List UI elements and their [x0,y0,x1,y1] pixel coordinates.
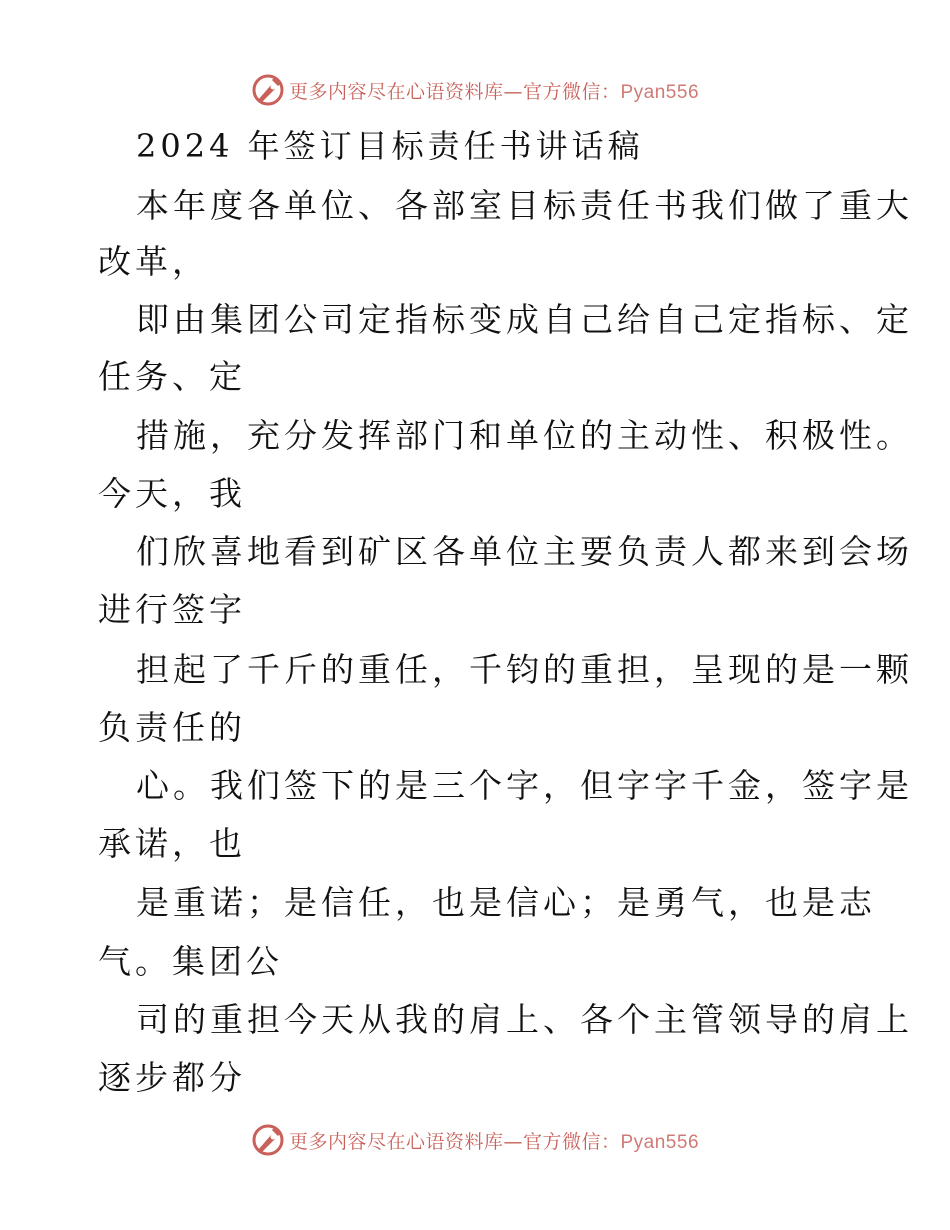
watermark-id: Pyan556 [620,1131,700,1153]
text-line: 任务、定 [98,357,246,396]
text-line: 本年度各单位、各部室目标责任书我们做了重大 [136,186,913,225]
text-line: 担起了千斤的重任，千钧的重担，呈现的是一颗 [136,650,913,689]
watermark-dash: — [503,80,523,103]
text-line: 司的重担今天从我的肩上、各个主管领导的肩上 [136,1000,913,1039]
watermark-brand: 更多内容尽在心语资料库 [288,1130,504,1153]
watermark-id: Pyan556 [620,81,700,103]
watermark-dash: — [503,1130,523,1153]
watermark-text [289,1127,699,1154]
text-line: 措施，充分发挥部门和单位的主动性、积极性。 [136,416,913,455]
text-line: 气。集团公 [98,942,283,981]
watermark-brand: 更多内容尽在心语资料库 [288,80,504,103]
pen-nib-logo-icon [251,1123,285,1157]
watermark-label: 官方微信： [522,1130,621,1153]
text-line: 负责任的 [98,708,246,747]
text-line: 是重诺；是信任，也是信心；是勇气，也是志 [136,883,876,922]
text-line: 逐步都分 [98,1058,246,1097]
watermark-label: 官方微信： [522,80,621,103]
watermark-footer [0,1120,950,1160]
text-line: 改革， [98,242,209,281]
text-line: 今天，我 [98,474,246,513]
text-line: 心。我们签下的是三个字，但字字千金，签字是 [136,766,913,805]
text-line: 承诺，也 [98,824,246,863]
text-line: 进行签字 [98,590,246,629]
text-line: 即由集团公司定指标变成自己给自己定指标、定 [136,300,913,339]
text-line: 们欣喜地看到矿区各单位主要负责人都来到会场 [136,532,913,571]
page-title: 2024 年签订目标责任书讲话稿 [136,127,644,165]
